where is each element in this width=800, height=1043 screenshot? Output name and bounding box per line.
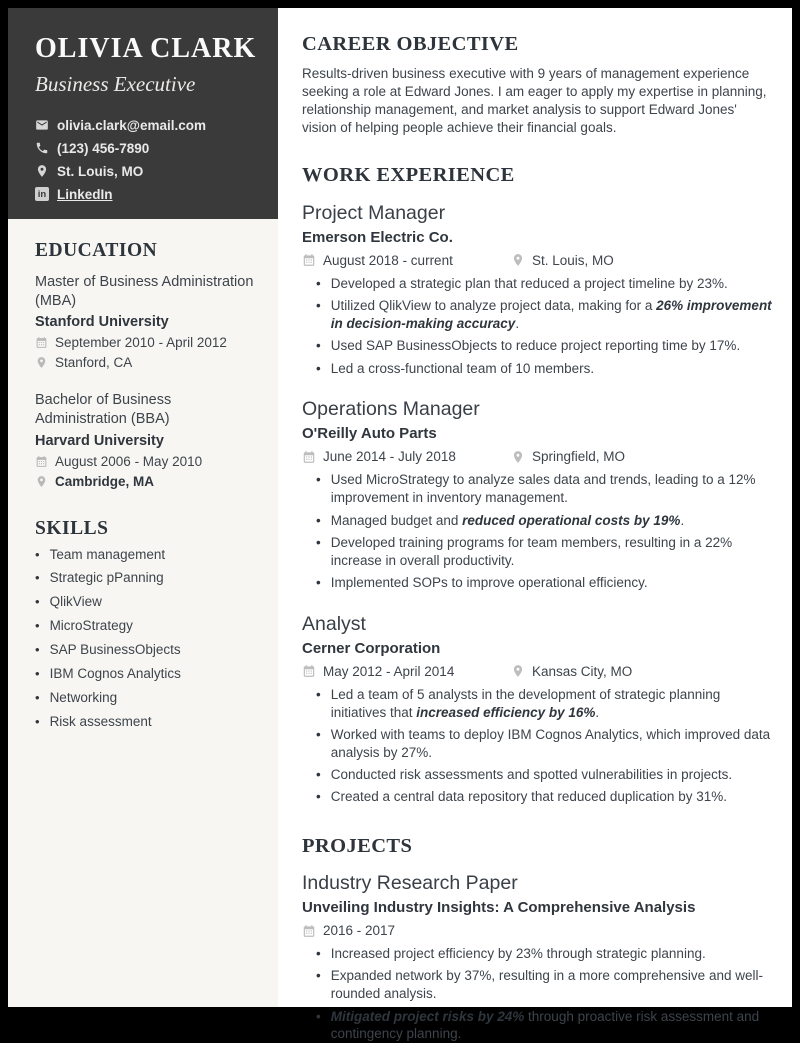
skill-text: Networking	[49, 689, 118, 705]
job-location	[511, 253, 614, 268]
bullet-item: • Worked with teams to deploy IBM Cognos Analytics, which improved data analysis by 27%.	[316, 726, 771, 760]
job-dates-text: May 2012 - April 2014	[323, 663, 455, 679]
bullet-item: • Led a team of 5 analysts in the development of strategic planning initiatives that increased efficiency by 16%.	[316, 686, 721, 720]
calendar-icon	[35, 455, 48, 468]
skill-item	[35, 618, 254, 635]
job-dates-text: August 2018 - current	[323, 252, 453, 268]
job-title: Project Manager	[302, 201, 446, 224]
calendar-icon	[302, 450, 316, 464]
job-bullets	[302, 686, 772, 806]
bullet-dot: •	[35, 546, 40, 562]
calendar-icon	[35, 336, 48, 349]
bullet-item: • Implemented SOPs to improve operational efficiency.	[316, 574, 648, 590]
project-dates-text: 2016 - 2017	[323, 923, 396, 939]
linkedin-link[interactable]: LinkedIn	[57, 186, 113, 202]
skill-item	[35, 570, 254, 587]
bullet-item: • Created a central data repository that reduced duplication by 31%.	[316, 789, 727, 805]
project-meta	[302, 923, 772, 938]
bullet-item: • Managed budget and reduced operational costs by 19%.	[316, 512, 685, 528]
job-location-text: St. Louis, MO	[532, 252, 614, 268]
bullet-dot: •	[35, 713, 40, 729]
school-name: Stanford University	[35, 314, 169, 331]
skill-text: Strategic pPanning	[49, 570, 164, 586]
job-title: Operations Manager	[302, 398, 480, 421]
skills-heading: SKILLS	[35, 517, 109, 539]
resume-page	[8, 8, 792, 1042]
bullet-dot: •	[316, 472, 321, 488]
bullet-dot: •	[316, 338, 321, 354]
education-dates-text: September 2010 - April 2012	[55, 335, 227, 351]
person-job-title: Business Executive	[35, 71, 196, 96]
bullet-dot: •	[316, 360, 321, 376]
sidebar-body	[8, 219, 278, 731]
bullet-item: • Conducted risk assessments and spotted vulnerabilities in projects.	[316, 767, 733, 782]
skills-section	[35, 518, 254, 731]
bullet-item: • Developed training programs for team members, resulting in a 22% increase in overall productivity.	[316, 534, 733, 568]
education-dates	[35, 454, 254, 469]
job-bullets	[302, 275, 772, 378]
email-icon	[35, 118, 49, 132]
location-pin-icon	[511, 664, 525, 678]
job-dates-text: June 2014 - July 2018	[323, 449, 456, 465]
skill-item	[35, 594, 254, 611]
main-content	[278, 8, 792, 1042]
job-entry	[302, 398, 772, 591]
job-entry	[302, 613, 772, 806]
contact-linkedin	[35, 187, 260, 202]
bullet-item: • Led a cross-functional team of 10 members.	[316, 360, 595, 376]
email-text: olivia.clark@email.com	[57, 117, 206, 133]
job-dates	[302, 253, 511, 268]
job-entry	[302, 202, 772, 378]
skill-item	[35, 666, 254, 683]
contact-email	[35, 118, 260, 133]
phone-icon	[35, 141, 49, 155]
education-entry	[35, 273, 254, 370]
project-entry	[302, 872, 772, 1043]
skill-text: Risk assessment	[49, 713, 152, 729]
company-name: O'Reilly Auto Parts	[302, 425, 437, 443]
career-objective-text: Results-driven business executive with 9 years of management experience seeking a role at Edward Jones. I am eager to apply my expertise in planning, relationship management, and market analysis to support Edward Jones' vision of helping people achieve their financial goals.	[302, 66, 767, 135]
skill-item	[35, 547, 254, 564]
skill-text: SAP BusinessObjects	[49, 642, 181, 658]
location-pin-icon	[35, 164, 49, 178]
job-location-text: Springfield, MO	[532, 449, 626, 465]
job-location	[511, 664, 632, 679]
phone-text: (123) 456-7890	[57, 140, 150, 156]
education-location-text: Cambridge, MA	[55, 473, 155, 489]
projects-heading: PROJECTS	[302, 835, 413, 858]
education-location	[35, 355, 254, 370]
bullet-dot: •	[316, 298, 321, 314]
skill-item	[35, 714, 254, 731]
project-bullets	[302, 945, 772, 1043]
project-dates	[302, 923, 395, 938]
contact-phone	[35, 141, 260, 156]
education-heading: EDUCATION	[35, 240, 158, 261]
bullet-dot: •	[316, 534, 321, 550]
bullet-dot: •	[35, 665, 40, 681]
calendar-icon	[302, 664, 316, 678]
bullet-dot: •	[316, 512, 321, 528]
bullet-item: • Used MicroStrategy to analyze sales data and trends, leading to a 12% improvement in inventory management.	[316, 472, 756, 506]
bullet-dot: •	[316, 574, 321, 590]
bullet-dot: •	[316, 1008, 321, 1024]
job-meta	[302, 253, 772, 268]
contact-list	[35, 118, 260, 202]
bullet-item: • Increased project efficiency by 23% through strategic planning.	[316, 946, 706, 962]
skill-text: MicroStrategy	[49, 618, 133, 634]
bullet-dot: •	[316, 726, 321, 742]
work-experience-heading: WORK EXPERIENCE	[302, 163, 515, 186]
degree-name: Master of Business Administration (MBA)	[35, 274, 254, 310]
school-name: Harvard University	[35, 432, 164, 449]
bullet-item: • Expanded network by 37%, resulting in a more comprehensive and well-rounded analysis.	[316, 968, 763, 1002]
location-pin-icon	[511, 253, 525, 267]
bullet-dot: •	[316, 946, 321, 962]
company-name: Emerson Electric Co.	[302, 228, 453, 246]
location-pin-icon	[35, 356, 48, 369]
location-pin-icon	[35, 475, 48, 488]
education-dates-text: August 2006 - May 2010	[55, 453, 203, 469]
education-entry	[35, 391, 254, 488]
skill-text: Team management	[49, 546, 166, 562]
education-location-text: Stanford, CA	[55, 355, 133, 371]
company-name: Cerner Corporation	[302, 639, 441, 657]
bullet-dot: •	[35, 618, 40, 634]
bullet-dot: •	[316, 275, 321, 291]
bullet-item: • Utilized QlikView to analyze project data, making for a 26% improvement in decision-making accuracy.	[316, 298, 772, 331]
bullet-dot: •	[35, 642, 40, 658]
calendar-icon	[302, 924, 316, 938]
skill-text: IBM Cognos Analytics	[49, 665, 181, 681]
bullet-dot: •	[316, 767, 321, 782]
person-name: OLIVIA CLARK	[35, 33, 257, 64]
location-text: St. Louis, MO	[57, 163, 144, 179]
bullet-dot: •	[35, 570, 40, 586]
skill-item	[35, 690, 254, 707]
degree-name: Bachelor of Business Administration (BBA)	[35, 392, 172, 428]
calendar-icon	[302, 253, 316, 267]
bullet-item: • Developed a strategic plan that reduced a project timeline by 23%.	[316, 275, 728, 291]
sidebar	[8, 8, 278, 1007]
job-meta	[302, 664, 772, 679]
job-dates	[302, 449, 511, 464]
bullet-dot: •	[35, 689, 40, 705]
bullet-item: • Mitigated project risks by 24% through proactive risk assessment and contingency planning.	[316, 1008, 760, 1042]
skill-text: QlikView	[49, 594, 102, 610]
bullet-item: • Used SAP BusinessObjects to reduce project reporting time by 17%.	[316, 338, 741, 354]
education-dates	[35, 335, 254, 350]
job-bullets	[302, 471, 772, 591]
linkedin-icon: in	[35, 187, 49, 201]
job-meta	[302, 449, 772, 464]
project-subtitle: Unveiling Industry Insights: A Comprehensive Analysis	[302, 899, 696, 917]
job-location-text: Kansas City, MO	[532, 663, 633, 679]
job-title: Analyst	[302, 612, 366, 635]
career-objective-heading: CAREER OBJECTIVE	[302, 33, 519, 55]
bullet-dot: •	[35, 594, 40, 610]
skill-item	[35, 642, 254, 659]
bullet-dot: •	[316, 789, 321, 805]
contact-location	[35, 164, 260, 179]
education-location	[35, 474, 254, 489]
job-location	[511, 449, 625, 464]
location-pin-icon	[511, 450, 525, 464]
job-dates	[302, 664, 511, 679]
project-title: Industry Research Paper	[302, 872, 518, 895]
identity-header	[8, 8, 278, 219]
bullet-dot: •	[316, 968, 321, 984]
bullet-dot: •	[316, 686, 321, 702]
